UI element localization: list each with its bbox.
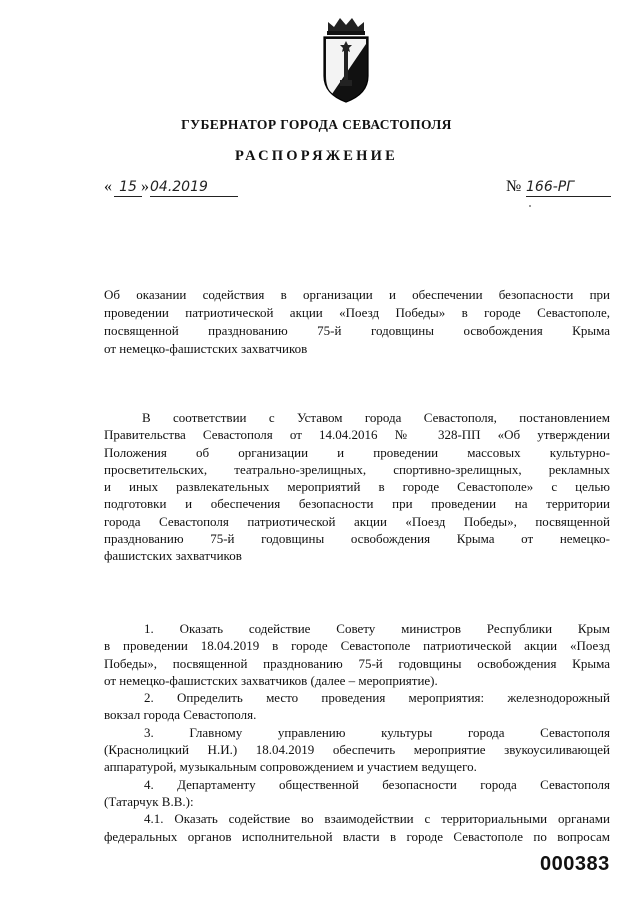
item-line: (Краснолицкий Н.И.) 18.04.2019 обеспечить мероприятие звукоусиливающей bbox=[104, 742, 610, 758]
item-line: федеральных органов исполнительной власти в городе Севастополе по вопросам bbox=[104, 828, 610, 844]
item-line: 2. Определить место проведения мероприятия: железнодорожный bbox=[144, 690, 610, 706]
preamble-paragraph bbox=[104, 409, 610, 565]
item-line: 3. Главному управлению культуры города Севастополя bbox=[144, 724, 610, 740]
item-line: Победы», посвященной празднованию 75-й годовщины освобождения Крыма bbox=[104, 655, 610, 671]
preamble-line: города Севастополя патриотической акции «Поезд Победы», посвященной bbox=[104, 513, 610, 529]
subject-line: посвященной празднованию 75-й годовщины освобождения Крыма bbox=[104, 323, 610, 338]
document-number bbox=[506, 178, 611, 200]
subject-line: проведении патриотической акции «Поезд Победы» в городе Севастополе, bbox=[104, 305, 610, 320]
item-line: от немецко-фашистских захватчиков (далее – мероприятие). bbox=[104, 672, 438, 688]
number-sign: № bbox=[506, 178, 522, 195]
ink-speck bbox=[529, 205, 531, 207]
preamble-line: и иных развлекательных мероприятий в городе Севастополе» с целью bbox=[104, 479, 610, 495]
document-type-title: РАСПОРЯЖЕНИЕ bbox=[234, 148, 399, 164]
preamble-line: фашистских захватчиков bbox=[104, 548, 242, 564]
sevastopol-coat-of-arms-icon bbox=[318, 10, 374, 108]
item-line: аппаратурой, музыкальным сопровождением и участием ведущего. bbox=[104, 759, 477, 775]
preamble-line: Положения об организации и проведении массовых культурно- bbox=[104, 444, 610, 460]
serial-number: 000383 bbox=[540, 853, 610, 875]
item-line: (Татарчук В.В.): bbox=[104, 793, 194, 809]
date-month-year: 04.2019 bbox=[150, 179, 238, 197]
subject-line: от немецко-фашистских захватчиков bbox=[104, 341, 308, 356]
preamble-line: В соответствии с Уставом города Севастополя, постановлением bbox=[142, 410, 610, 425]
preamble-line: Правительства Севастополя от 14.04.2016 № 328-ПП «Об утверждении bbox=[104, 427, 610, 443]
preamble-line: подготовки и обеспечения безопасности при проведении на территории bbox=[104, 496, 610, 512]
preamble-line: празднованию 75-й годовщины освобождения Крыма от немецко- bbox=[104, 531, 610, 547]
item-line: 1. Оказать содействие Совету министров Республики Крым bbox=[144, 621, 610, 636]
date-day: 15 bbox=[114, 179, 142, 197]
date-open-quote: « bbox=[104, 178, 112, 195]
number-value: 166-РГ bbox=[526, 179, 611, 197]
item-line: вокзал города Севастополя. bbox=[104, 707, 257, 723]
item-line: 4. Департаменту общественной безопасности города Севастополя bbox=[144, 776, 610, 792]
item-line: 4.1. Оказать содействие во взаимодействии с территориальными органами bbox=[144, 811, 610, 827]
document-date bbox=[104, 178, 234, 200]
date-close-quote: » bbox=[141, 178, 149, 195]
item-line: в проведении 18.04.2019 в городе Севастополе патриотической акции «Поезд bbox=[104, 638, 610, 654]
preamble-line: просветительских, театрально-зрелищных, спортивно-зрелищных, рекламных bbox=[104, 461, 610, 477]
document-subject bbox=[104, 286, 610, 358]
order-items bbox=[104, 620, 610, 845]
issuing-authority: ГУБЕРНАТОР ГОРОДА СЕВАСТОПОЛЯ bbox=[181, 117, 452, 132]
subject-line: Об оказании содействия в организации и обеспечении безопасности при bbox=[104, 287, 610, 302]
